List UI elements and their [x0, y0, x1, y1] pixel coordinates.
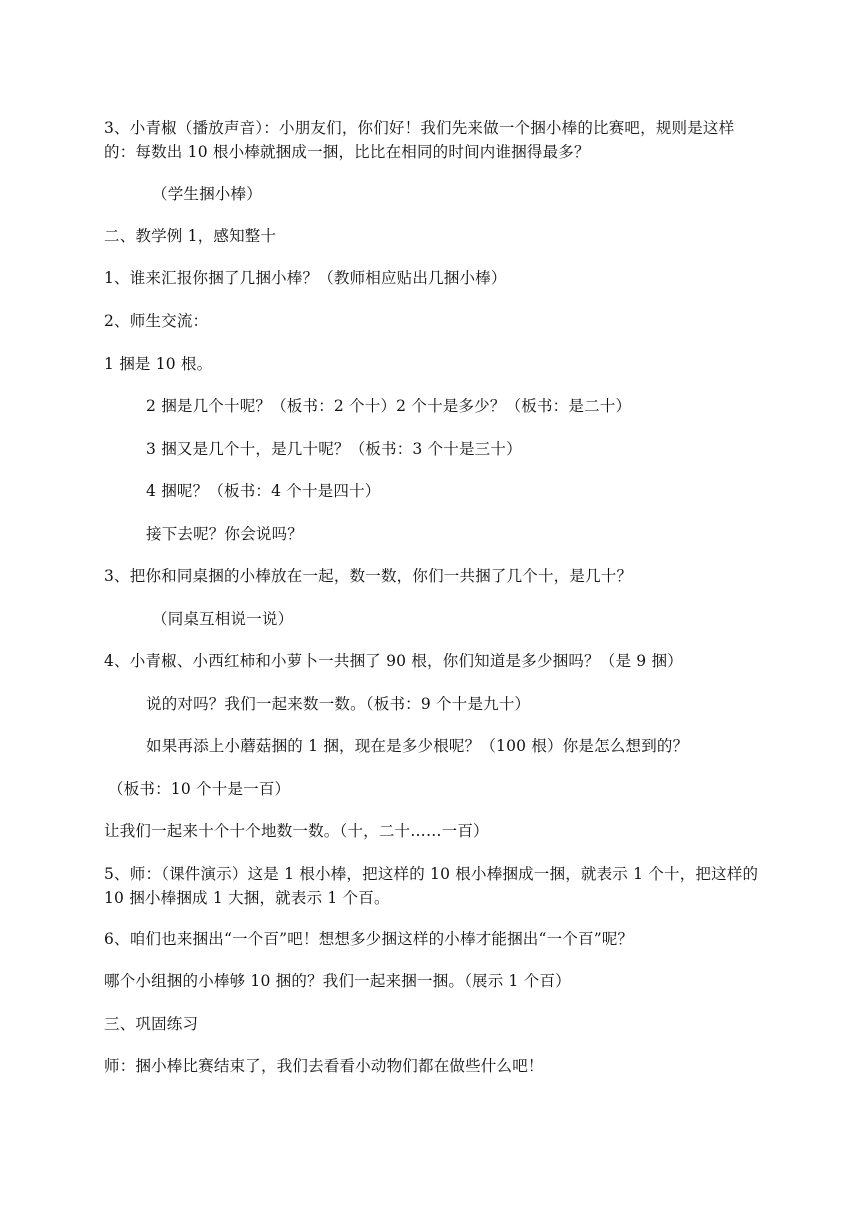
- paragraph-one-bundle: 1 捆是 10 根。: [104, 355, 213, 373]
- paragraph-report: 1、谁来汇报你捆了几捆小棒？（教师相应贴出几捆小棒）: [104, 269, 507, 287]
- paragraph-exchange: 2、师生交流：: [104, 312, 209, 330]
- paragraph-next: 接下去呢？你会说吗？: [146, 525, 304, 543]
- paragraph-deskmate: 3、把你和同桌捆的小棒放在一起，数一数，你们一共捆了几个十，是几十？: [104, 567, 633, 585]
- paragraph-animals: 师：捆小棒比赛结束了，我们去看看小动物们都在做些什么吧！: [104, 1057, 544, 1075]
- paragraph-four-bundles: 4 捆呢？（板书：4 个十是四十）: [146, 482, 381, 500]
- paragraph-two-bundles: 2 捆是几个十呢？（板书：2 个十）2 个十是多少？（板书：是二十）: [146, 397, 632, 415]
- paragraph-three-bundles: 3 捆又是几个十，是几十呢？（板书：3 个十是三十）: [146, 440, 522, 458]
- paragraph-demo: 5、师：（课件演示）这是 1 根小棒，把这样的 10 根小棒捆成一捆，就表示 1 个十，把这样的 10 捆小棒捆成 1 大捆，就表示 1 个百。: [104, 865, 759, 907]
- paragraph-count-together: 说的对吗？我们一起来数一数。（板书：9 个十是九十）: [146, 695, 531, 713]
- section-heading-example-1: 二、教学例 1，感知整十: [104, 227, 277, 245]
- paragraph-students-bundle: （学生捆小棒）: [152, 185, 262, 203]
- paragraph-add-one: 如果再添上小蘑菇捆的 1 捆，现在是多少根呢？（100 根）你是怎么想到的？: [146, 737, 689, 755]
- paragraph-deskmate-talk: （同桌互相说一说）: [152, 610, 294, 628]
- paragraph-rules: 3、小青椒（播放声音）：小朋友们，你们好！我们先来做一个捆小棒的比赛吧，规则是这样的：每数出 10 根小棒就捆成一捆，比比在相同的时间内谁捆得最多？: [104, 119, 735, 161]
- paragraph-make-hundred: 6、咱们也来捆出“一个百”吧！想想多少捆这样的小棒才能捆出“一个百”呢？: [104, 930, 634, 948]
- paragraph-ninety: 4、小青椒、小西红柿和小萝卜一共捆了 90 根，你们知道是多少捆吗？（是 9 捆）: [104, 652, 683, 670]
- paragraph-which-group: 哪个小组捆的小棒够 10 捆的？我们一起来捆一捆。（展示 1 个百）: [104, 972, 571, 990]
- paragraph-count-by-ten: 让我们一起来十个十个地数一数。（十，二十……一百）: [104, 822, 489, 840]
- section-heading-practice: 三、巩固练习: [104, 1015, 199, 1033]
- paragraph-board-hundred: （板书：10 个十是一百）: [108, 780, 291, 798]
